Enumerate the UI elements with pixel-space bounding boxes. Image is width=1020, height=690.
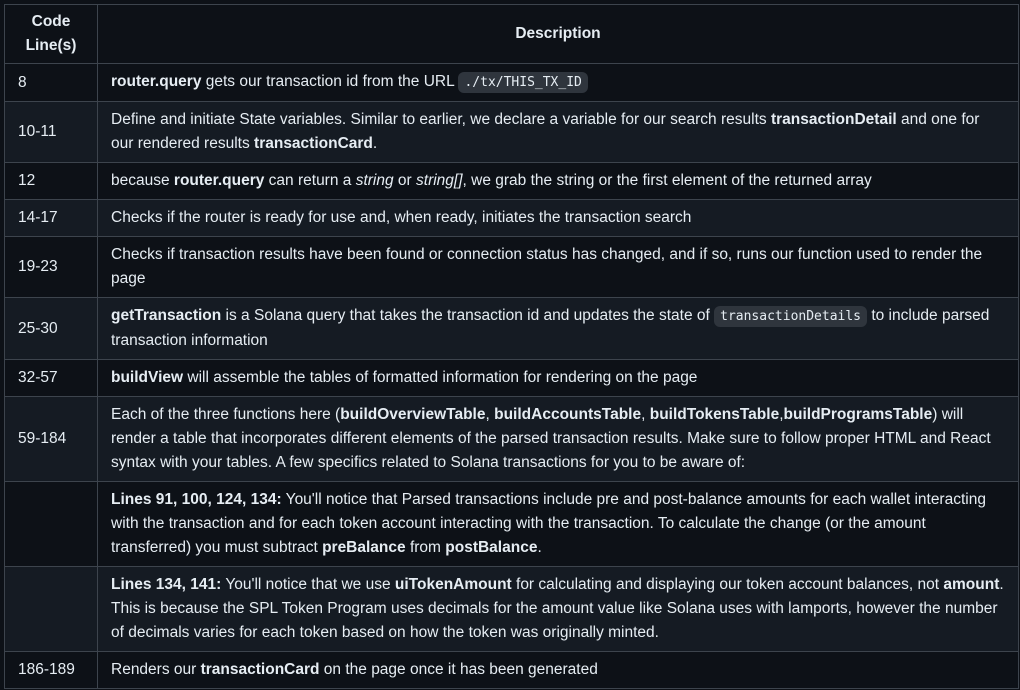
code-line-cell: 8 (5, 64, 98, 102)
table-body (5, 64, 1019, 689)
description-text: to include parsed transaction information (111, 307, 990, 349)
table-row (5, 397, 1019, 482)
bold-term: getTransaction (111, 307, 222, 324)
description-text: can return a (264, 172, 356, 189)
description-text: , we grab the string or the first element of the returned array (462, 172, 872, 189)
header-description: Description (98, 5, 1019, 64)
description-text: from (405, 539, 446, 556)
bold-term: uiTokenAmount (394, 576, 512, 593)
description-text: . This is because the SPL Token Program uses decimals for the amount value like Solana uses with lamports, however the number of decimals varies for each token based on how the token was originally minted. (111, 576, 1004, 641)
code-line-cell (5, 482, 98, 567)
description-text: on the page once it has been generated (319, 661, 598, 678)
description-text: is a Solana query that takes the transaction id and updates the state of (221, 307, 715, 324)
code-line-cell: 32-57 (5, 360, 98, 397)
code-line-cell: 19-23 (5, 237, 98, 298)
bold-term: amount (943, 576, 1000, 593)
description-text: . (372, 135, 378, 152)
table-row (5, 482, 1019, 567)
description-cell (98, 64, 1019, 102)
bold-term: Lines 134, 141: (111, 576, 222, 593)
italic-term: string[] (416, 172, 463, 189)
bold-term: postBalance (445, 539, 538, 556)
inline-code: transactionDetails (714, 306, 867, 327)
description-text: You'll notice that Parsed transactions include pre and post-balance amounts for each wallet interacting with the transaction and for each token account interacting with the transaction. To calculate the change (or the amount transferred) you must subtract (111, 491, 986, 556)
description-text: You'll notice that we use (221, 576, 395, 593)
description-text: Checks if transaction results have been found or connection status has changed, and if so, runs our function used to render the page (111, 246, 983, 287)
code-line-cell: 59-184 (5, 397, 98, 482)
description-cell (98, 237, 1019, 298)
description-cell (98, 482, 1019, 567)
bold-term: transactionCard (254, 135, 373, 152)
table-row (5, 298, 1019, 360)
inline-code: ./tx/THIS_TX_ID (458, 72, 587, 93)
bold-term: buildAccountsTable (494, 406, 642, 423)
code-line-cell: 12 (5, 163, 98, 200)
description-text: Renders our (111, 661, 201, 678)
description-text: . (537, 539, 542, 556)
code-line-cell: 10-11 (5, 102, 98, 163)
table-row (5, 64, 1019, 102)
description-text: for calculating and displaying our token account balances, not (511, 576, 944, 593)
code-line-cell (5, 567, 98, 652)
bold-term: transactionDetail (770, 111, 897, 128)
header-code-lines: Code Line(s) (5, 5, 98, 64)
table-row (5, 200, 1019, 237)
bold-term: router.query (173, 172, 265, 189)
table-row (5, 360, 1019, 397)
bold-term: buildOverviewTable (340, 406, 486, 423)
description-cell (98, 298, 1019, 360)
table-row (5, 567, 1019, 652)
description-text: Define and initiate State variables. Similar to earlier, we declare a variable for our search results (111, 111, 771, 128)
italic-term: string (355, 172, 394, 189)
description-cell (98, 652, 1019, 689)
description-text: , (779, 406, 784, 423)
bold-term: preBalance (322, 539, 406, 556)
description-text: because (111, 172, 174, 189)
description-cell (98, 360, 1019, 397)
table-row (5, 163, 1019, 200)
table-row (5, 102, 1019, 163)
description-text: , (485, 406, 495, 423)
description-text: or (393, 172, 417, 189)
description-cell (98, 397, 1019, 482)
description-text: and one for our rendered results (111, 111, 980, 152)
description-text: Each of the three functions here ( (111, 406, 341, 423)
bold-term: buildView (111, 369, 184, 386)
description-cell (98, 163, 1019, 200)
bold-term: router.query (111, 73, 202, 90)
description-text: gets our transaction id from the URL (201, 73, 459, 90)
bold-term: Lines 91, 100, 124, 134: (111, 491, 282, 508)
description-text: will assemble the tables of formatted information for rendering on the page (183, 369, 698, 386)
code-description-table (4, 4, 1019, 689)
description-text: , (641, 406, 650, 423)
code-line-cell: 25-30 (5, 298, 98, 360)
description-cell (98, 102, 1019, 163)
table-row (5, 237, 1019, 298)
description-text: ) will render a table that incorporates different elements of the parsed transaction results. Make sure to follow proper HTML and React syntax with your tables. A few specifics related to Solana transactions for you to be aware of: (111, 406, 991, 471)
code-line-cell: 186-189 (5, 652, 98, 689)
description-cell (98, 200, 1019, 237)
description-cell (98, 567, 1019, 652)
description-text: Checks if the router is ready for use and, when ready, initiates the transaction search (111, 209, 692, 226)
bold-term: buildTokensTable (649, 406, 780, 423)
table-row (5, 652, 1019, 689)
bold-term: transactionCard (200, 661, 320, 678)
table-header-row (5, 5, 1019, 64)
code-line-cell: 14-17 (5, 200, 98, 237)
bold-term: buildProgramsTable (783, 406, 933, 423)
